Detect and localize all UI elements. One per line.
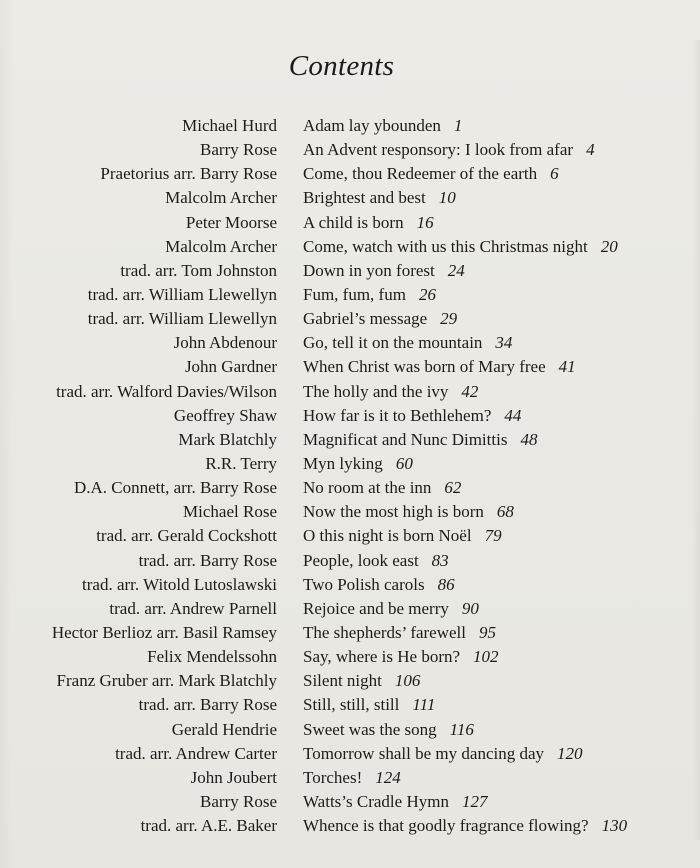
entry-title: Rejoice and be merry	[303, 598, 449, 618]
entry-composer: trad. arr. Barry Rose	[138, 695, 277, 715]
entry-title: A child is born	[303, 212, 404, 232]
contents-entry	[0, 500, 700, 524]
contents-entry	[0, 597, 700, 621]
entry-title-group	[303, 428, 537, 452]
entry-composer: trad. arr. Walford Davies/Wilson	[56, 381, 277, 401]
entry-composer: trad. arr. A.E. Baker	[140, 816, 277, 836]
contents-entry	[0, 766, 700, 790]
entry-title-group	[303, 693, 435, 717]
entry-composer: D.A. Connett, arr. Barry Rose	[73, 478, 277, 498]
entry-title-group	[303, 500, 514, 524]
contents-entry	[0, 162, 700, 186]
entry-title: Down in yon forest	[303, 260, 435, 280]
entry-title: Adam lay ybounden	[303, 116, 441, 135]
entry-title: Whence is that goodly fragrance flowing?	[303, 816, 589, 836]
entry-title-group	[303, 621, 496, 645]
entry-composer: trad. arr. Witold Lutoslawski	[82, 574, 277, 594]
entry-title-group	[303, 162, 559, 186]
contents-entry	[0, 355, 700, 379]
entry-page-number: 83	[431, 550, 449, 570]
entry-page-number: 102	[473, 647, 499, 667]
entry-composer: trad. arr. Andrew Parnell	[109, 598, 277, 618]
entry-composer: Geoffrey Shaw	[173, 405, 277, 425]
contents-entry	[0, 404, 700, 428]
entry-title-group	[303, 597, 479, 621]
entry-composer: John Gardner	[184, 357, 277, 377]
entry-title-group	[303, 452, 413, 476]
entry-page-number: 79	[484, 526, 502, 546]
contents-entry	[0, 428, 700, 452]
contents-entry	[0, 718, 700, 742]
entry-title-group	[303, 404, 521, 428]
contents-entry	[0, 307, 700, 331]
entry-page-number: 120	[557, 743, 583, 763]
entry-title-group	[303, 138, 595, 162]
entry-title: O this night is born Noël	[303, 526, 472, 546]
entry-title: People, look east	[303, 550, 419, 570]
contents-entry	[0, 621, 700, 645]
entry-title: Watts’s Cradle Hymn	[303, 791, 449, 811]
entry-page-number: 62	[444, 478, 462, 498]
entry-page-number: 1	[453, 116, 463, 135]
entry-title-group	[303, 114, 462, 138]
entry-title: Come, watch with us this Christmas night	[303, 236, 588, 256]
entry-title: When Christ was born of Mary free	[303, 357, 546, 377]
entry-page-number: 68	[496, 502, 514, 522]
contents-entry	[0, 742, 700, 766]
entry-title-group	[303, 331, 512, 355]
entry-page-number: 60	[395, 453, 413, 473]
entry-page-number: 48	[520, 429, 538, 449]
entry-composer: Franz Gruber arr. Mark Blatchly	[56, 671, 277, 691]
entry-composer: trad. arr. Andrew Carter	[115, 743, 277, 763]
entry-composer: John Joubert	[190, 767, 277, 787]
contents-entry	[0, 259, 700, 283]
entry-page-number: 124	[375, 767, 401, 787]
entry-title: An Advent responsory: I look from afar	[303, 140, 574, 160]
contents-entry	[0, 380, 700, 404]
entry-title: Go, tell it on the mountain	[303, 333, 483, 353]
entry-composer: Hector Berlioz arr. Basil Ramsey	[51, 622, 277, 642]
entry-page-number: 24	[447, 260, 465, 280]
contents-entry	[0, 114, 700, 138]
entry-title-group	[303, 355, 576, 379]
entry-composer: Malcolm Archer	[165, 236, 277, 256]
entry-page-number: 90	[461, 598, 479, 618]
entry-composer: trad. arr. Tom Johnston	[120, 260, 277, 280]
entry-title-group	[303, 186, 456, 210]
entry-page-number: 130	[601, 816, 628, 836]
entry-composer: Barry Rose	[200, 791, 277, 811]
entry-composer: trad. arr. William Llewellyn	[87, 309, 277, 329]
entry-title-group	[303, 211, 434, 235]
contents-entry	[0, 331, 700, 355]
contents-list	[0, 114, 700, 838]
entry-title-group	[303, 476, 461, 500]
entry-page-number: 6	[550, 164, 559, 184]
entry-composer: Mark Blatchly	[178, 429, 277, 449]
entry-composer: trad. arr. William Llewellyn	[87, 284, 277, 304]
entry-composer: Michael Hurd	[182, 116, 277, 135]
entry-page-number: 86	[437, 574, 455, 594]
entry-title-group	[303, 524, 502, 548]
contents-entry	[0, 524, 700, 548]
entry-composer: trad. arr. Barry Rose	[138, 550, 277, 570]
entry-page-number: 44	[504, 405, 522, 425]
entry-composer: John Abdenour	[173, 333, 277, 353]
contents-entry	[0, 186, 700, 210]
entry-title-group	[303, 380, 478, 404]
contents-entry	[0, 790, 700, 814]
entry-page-number: 29	[440, 309, 458, 329]
contents-entry	[0, 452, 700, 476]
entry-composer: Gerald Hendrie	[171, 719, 277, 739]
entry-title: Torches!	[303, 767, 363, 787]
entry-title: Brightest and best	[303, 188, 426, 208]
contents-entry	[0, 814, 700, 838]
entry-composer: Praetorius arr. Barry Rose	[100, 164, 277, 184]
contents-entry	[0, 669, 700, 693]
entry-title-group	[303, 645, 499, 669]
entry-page-number: 20	[600, 236, 618, 256]
entry-title: Sweet was the song	[303, 719, 437, 739]
entry-title-group	[303, 742, 583, 766]
entry-page-number: 41	[558, 357, 576, 377]
entry-composer: R.R. Terry	[205, 453, 277, 473]
entry-title: Two Polish carols	[303, 574, 425, 594]
entry-title-group	[303, 790, 487, 814]
entry-page-number: 34	[495, 333, 513, 353]
entry-title: Magnificat and Nunc Dimittis	[303, 429, 508, 449]
entry-title: Fum, fum, fum	[303, 284, 406, 304]
entry-title-group	[303, 718, 474, 742]
entry-title: Myn lyking	[303, 453, 383, 473]
contents-entry	[0, 549, 700, 573]
entry-title-group	[303, 573, 455, 597]
entry-composer: Peter Moorse	[185, 212, 277, 232]
entry-title: Silent night	[303, 671, 382, 691]
contents-entry	[0, 211, 700, 235]
entry-composer: Malcolm Archer	[165, 188, 277, 208]
entry-title: Tomorrow shall be my dancing day	[303, 743, 545, 763]
entry-page-number: 26	[418, 284, 436, 304]
entry-page-number: 4	[586, 140, 595, 160]
contents-entry	[0, 573, 700, 597]
entry-page-number: 95	[479, 622, 496, 642]
entry-title: Still, still, still	[303, 695, 400, 715]
entry-title-group	[303, 766, 401, 790]
entry-title: Now the most high is born	[303, 502, 484, 522]
contents-entry	[0, 283, 700, 307]
entry-title: How far is it to Bethlehem?	[303, 405, 492, 425]
contents-entry	[0, 138, 700, 162]
entry-page-number: 111	[412, 695, 436, 715]
entry-title-group	[303, 307, 457, 331]
contents-entry	[0, 235, 700, 259]
entry-composer: trad. arr. Gerald Cockshott	[96, 526, 277, 546]
entry-title: Say, where is He born?	[303, 647, 461, 667]
entry-page-number: 116	[449, 719, 474, 739]
entry-composer: Felix Mendelssohn	[147, 647, 277, 667]
entry-title-group	[303, 669, 420, 693]
contents-entry	[0, 693, 700, 717]
entry-title: Come, thou Redeemer of the earth	[303, 164, 538, 184]
entry-title-group	[303, 814, 627, 838]
entry-composer: Michael Rose	[183, 502, 277, 522]
entry-page-number: 127	[461, 791, 488, 811]
entry-title: The shepherds’ farewell	[303, 622, 466, 642]
contents-entry	[0, 645, 700, 669]
entry-page-number: 42	[461, 381, 479, 401]
entry-page-number: 10	[438, 188, 456, 208]
entry-page-number: 16	[416, 212, 434, 232]
entry-title-group	[303, 235, 618, 259]
entry-title: Gabriel’s message	[303, 309, 428, 329]
entry-page-number: 106	[394, 671, 421, 691]
entry-title: The holly and the ivy	[303, 381, 449, 401]
entry-title: No room at the inn	[303, 478, 432, 498]
page-title: Contents	[288, 50, 395, 82]
entry-title-group	[303, 259, 465, 283]
entry-title-group	[303, 283, 436, 307]
contents-entry	[0, 476, 700, 500]
entry-title-group	[303, 549, 449, 573]
entry-composer: Barry Rose	[200, 140, 277, 160]
